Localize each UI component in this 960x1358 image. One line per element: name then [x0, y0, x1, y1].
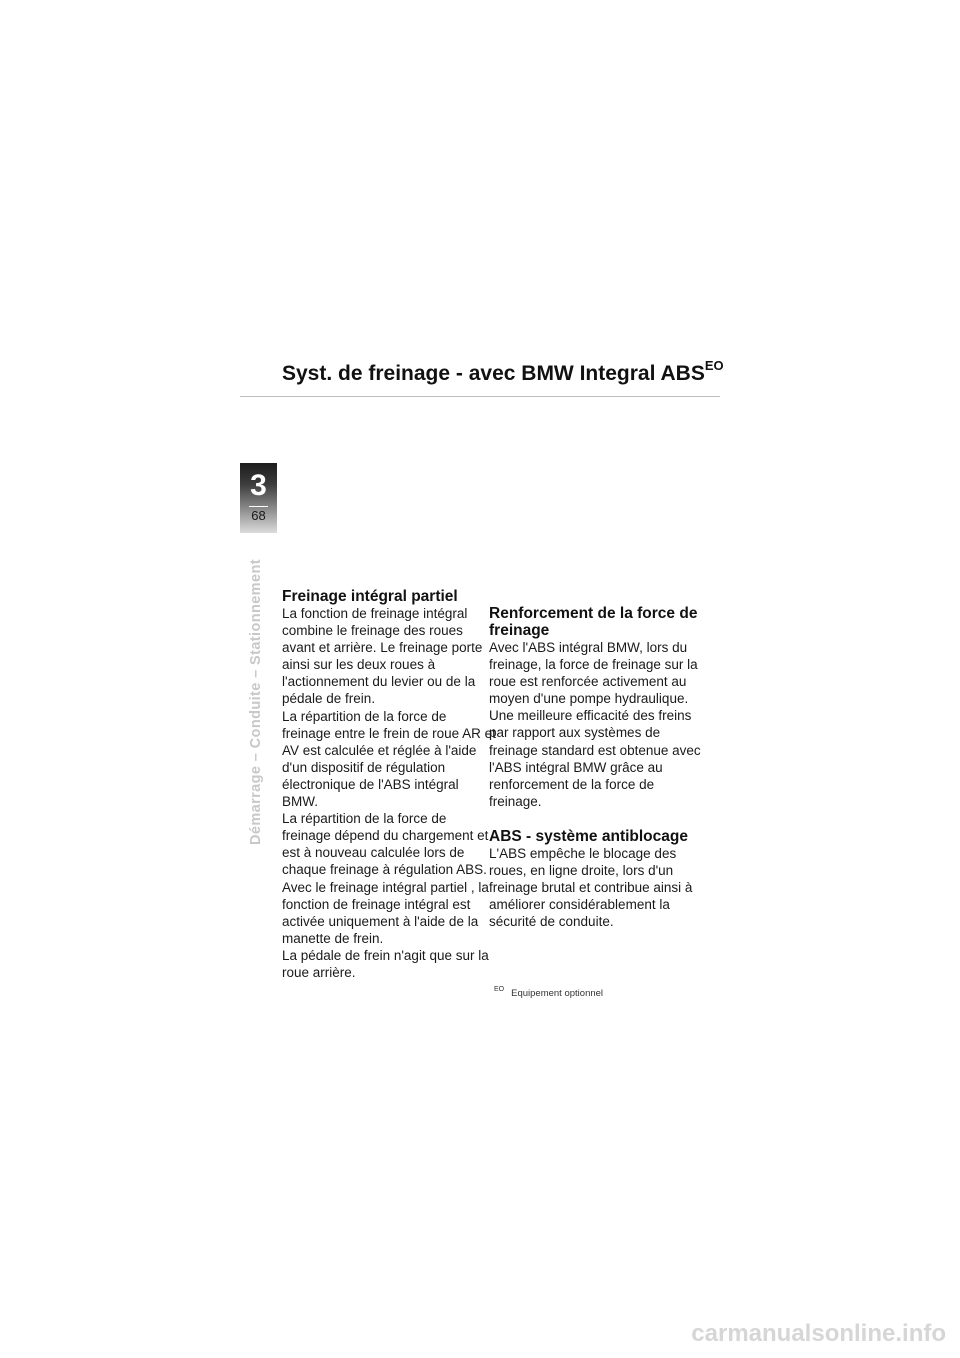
section-heading-renforcement: Renforcement de la force de freinage [489, 605, 698, 639]
paragraph: La répartition de la force de freinage entre le frein de roue AR et AV est calculée et réglée à l'aide d'un dispositif de régulation électronique de l'ABS intégral BMW. [282, 708, 496, 810]
chapter-tab [240, 463, 277, 533]
chapter-side-label: Démarrage – Conduite – Stationnement [248, 559, 264, 845]
footnote-text: Equipement optionnel [511, 988, 604, 1000]
paragraph: La fonction de freinage intégral combine le freinage des roues avant et arrière. Le freinage porte ainsi sur les deux roues à l'actionnement du levier ou de la pédale de frein. [282, 606, 483, 707]
right-column [489, 605, 704, 930]
paragraph: L'ABS empêche le blocage des roues, en ligne droite, lors d'un freinage brutal et contribue ainsi à améliorer considérablement la sécurité de conduite. [489, 845, 693, 930]
section-heading-abs: ABS - système antiblocage [489, 827, 688, 845]
page-title [282, 360, 724, 386]
chapter-divider [249, 506, 268, 507]
paragraph: Avec l'ABS intégral BMW, lors du freinage, la force de freinage sur la roue est renforcée activement au moyen d'une pompe hydraulique. [489, 640, 698, 707]
left-column [282, 588, 497, 981]
page-title-superscript: EO [704, 358, 724, 373]
footnote [494, 987, 603, 999]
paragraph: La répartition de la force de freinage dépend du chargement et est à nouveau calculée lors de chaque freinage à régulation ABS. [282, 811, 489, 878]
paragraph: Avec le freinage intégral partiel , la fonction de freinage intégral est activée uniquement à l'aide de la manette de frein. [282, 879, 489, 946]
page-number: 68 [251, 508, 266, 523]
section-gap [489, 810, 704, 828]
watermark: carmanualsonline.info [691, 1320, 946, 1347]
chapter-number: 3 [250, 469, 267, 502]
footnote-marker: EO [494, 986, 505, 993]
title-divider [240, 396, 720, 397]
paragraph: La pédale de frein n'agit que sur la roue arrière. [282, 947, 489, 980]
paragraph: Une meilleure efficacité des freins par rapport aux systèmes de freinage standard est obtenue avec l'ABS intégral BMW grâce au renforcement de la force de freinage. [489, 708, 701, 809]
page-title-text: Syst. de freinage - avec BMW Integral ABS [282, 362, 705, 385]
section-heading-freinage-integral: Freinage intégral partiel [282, 588, 458, 605]
